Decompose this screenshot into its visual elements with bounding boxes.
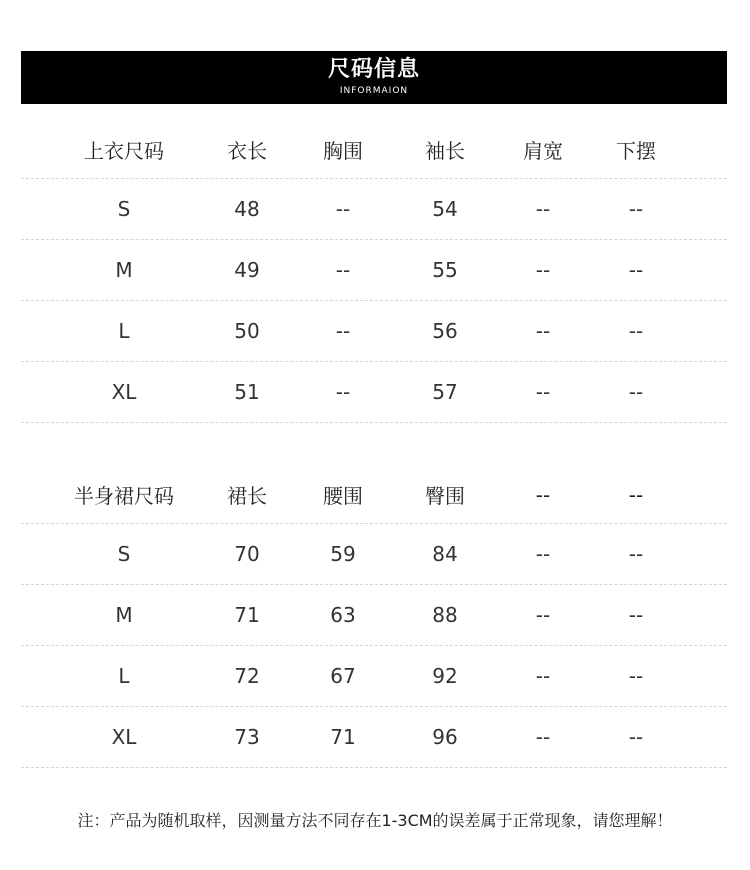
table-header-row [21, 466, 727, 524]
banner-subtitle: INFORMAION [339, 86, 409, 96]
header-cell: -- [628, 482, 644, 507]
table-cell: -- [628, 197, 644, 221]
header-cell: 肩宽 [523, 138, 563, 163]
table-cell: -- [335, 197, 351, 221]
table-cell: 51 [234, 380, 260, 404]
header-cell: 袖长 [425, 138, 465, 163]
table-cell: L [118, 319, 130, 343]
table-cell: 84 [432, 542, 458, 566]
table-cell: S [117, 542, 131, 566]
table-cell: 54 [432, 197, 458, 221]
table-row [21, 646, 727, 707]
table-cell: -- [628, 258, 644, 282]
skirt-size-table [21, 466, 727, 768]
table-cell: -- [535, 664, 551, 688]
table-header-row [21, 120, 727, 179]
table-cell: -- [628, 725, 644, 749]
table-cell: 71 [330, 725, 356, 749]
table-cell: 67 [330, 664, 356, 688]
header-cell: 衣长 [227, 138, 267, 163]
table-cell: S [117, 197, 131, 221]
table-cell: -- [335, 258, 351, 282]
table-row [21, 301, 727, 362]
table-cell: 92 [432, 664, 458, 688]
table-cell: -- [535, 197, 551, 221]
banner-title: 尺码信息 [327, 57, 420, 82]
table-cell: 71 [234, 603, 260, 627]
header-cell: 胸围 [323, 138, 363, 163]
table-cell: -- [628, 319, 644, 343]
title-banner [21, 51, 727, 104]
table-cell: 63 [330, 603, 356, 627]
table-cell: -- [628, 542, 644, 566]
table-cell: -- [535, 603, 551, 627]
table-row [21, 240, 727, 301]
table-cell: 59 [330, 542, 356, 566]
header-cell: -- [535, 482, 551, 507]
table-cell: 49 [234, 258, 260, 282]
top-size-table [21, 120, 727, 423]
table-cell: -- [628, 603, 644, 627]
table-cell: M [115, 603, 133, 627]
table-cell: 55 [432, 258, 458, 282]
table-row [21, 179, 727, 240]
table-row [21, 585, 727, 646]
table-cell: -- [535, 725, 551, 749]
table-cell: 50 [234, 319, 260, 343]
table-cell: XL [111, 725, 137, 749]
header-cell: 半身裙尺码 [74, 484, 174, 508]
table-cell: M [115, 258, 133, 282]
table-row [21, 707, 727, 768]
table-cell: 57 [432, 380, 458, 404]
header-cell: 上衣尺码 [84, 138, 164, 163]
header-cell: 臀围 [425, 484, 465, 508]
table-cell: 73 [234, 725, 260, 749]
header-cell: 裙长 [227, 484, 267, 508]
measurement-note: 注：产品为随机取样，因测量方法不同存在1-3CM的误差属于正常现象，请您理解！ [77, 811, 673, 830]
table-row [21, 524, 727, 585]
table-cell: 72 [234, 664, 260, 688]
table-cell: -- [628, 380, 644, 404]
table-cell: 70 [234, 542, 260, 566]
table-cell: -- [535, 319, 551, 343]
table-cell: -- [628, 664, 644, 688]
table-cell: -- [535, 542, 551, 566]
table-cell: 88 [432, 603, 458, 627]
table-cell: -- [335, 380, 351, 404]
table-cell: -- [535, 258, 551, 282]
header-cell: 腰围 [323, 484, 363, 508]
table-cell: XL [111, 380, 137, 404]
table-cell: 48 [234, 197, 260, 221]
table-cell: -- [535, 380, 551, 404]
table-cell: 96 [432, 725, 458, 749]
header-cell: 下摆 [616, 138, 656, 163]
table-cell: -- [335, 319, 351, 343]
table-cell: L [118, 664, 130, 688]
table-row [21, 362, 727, 423]
table-cell: 56 [432, 319, 458, 343]
